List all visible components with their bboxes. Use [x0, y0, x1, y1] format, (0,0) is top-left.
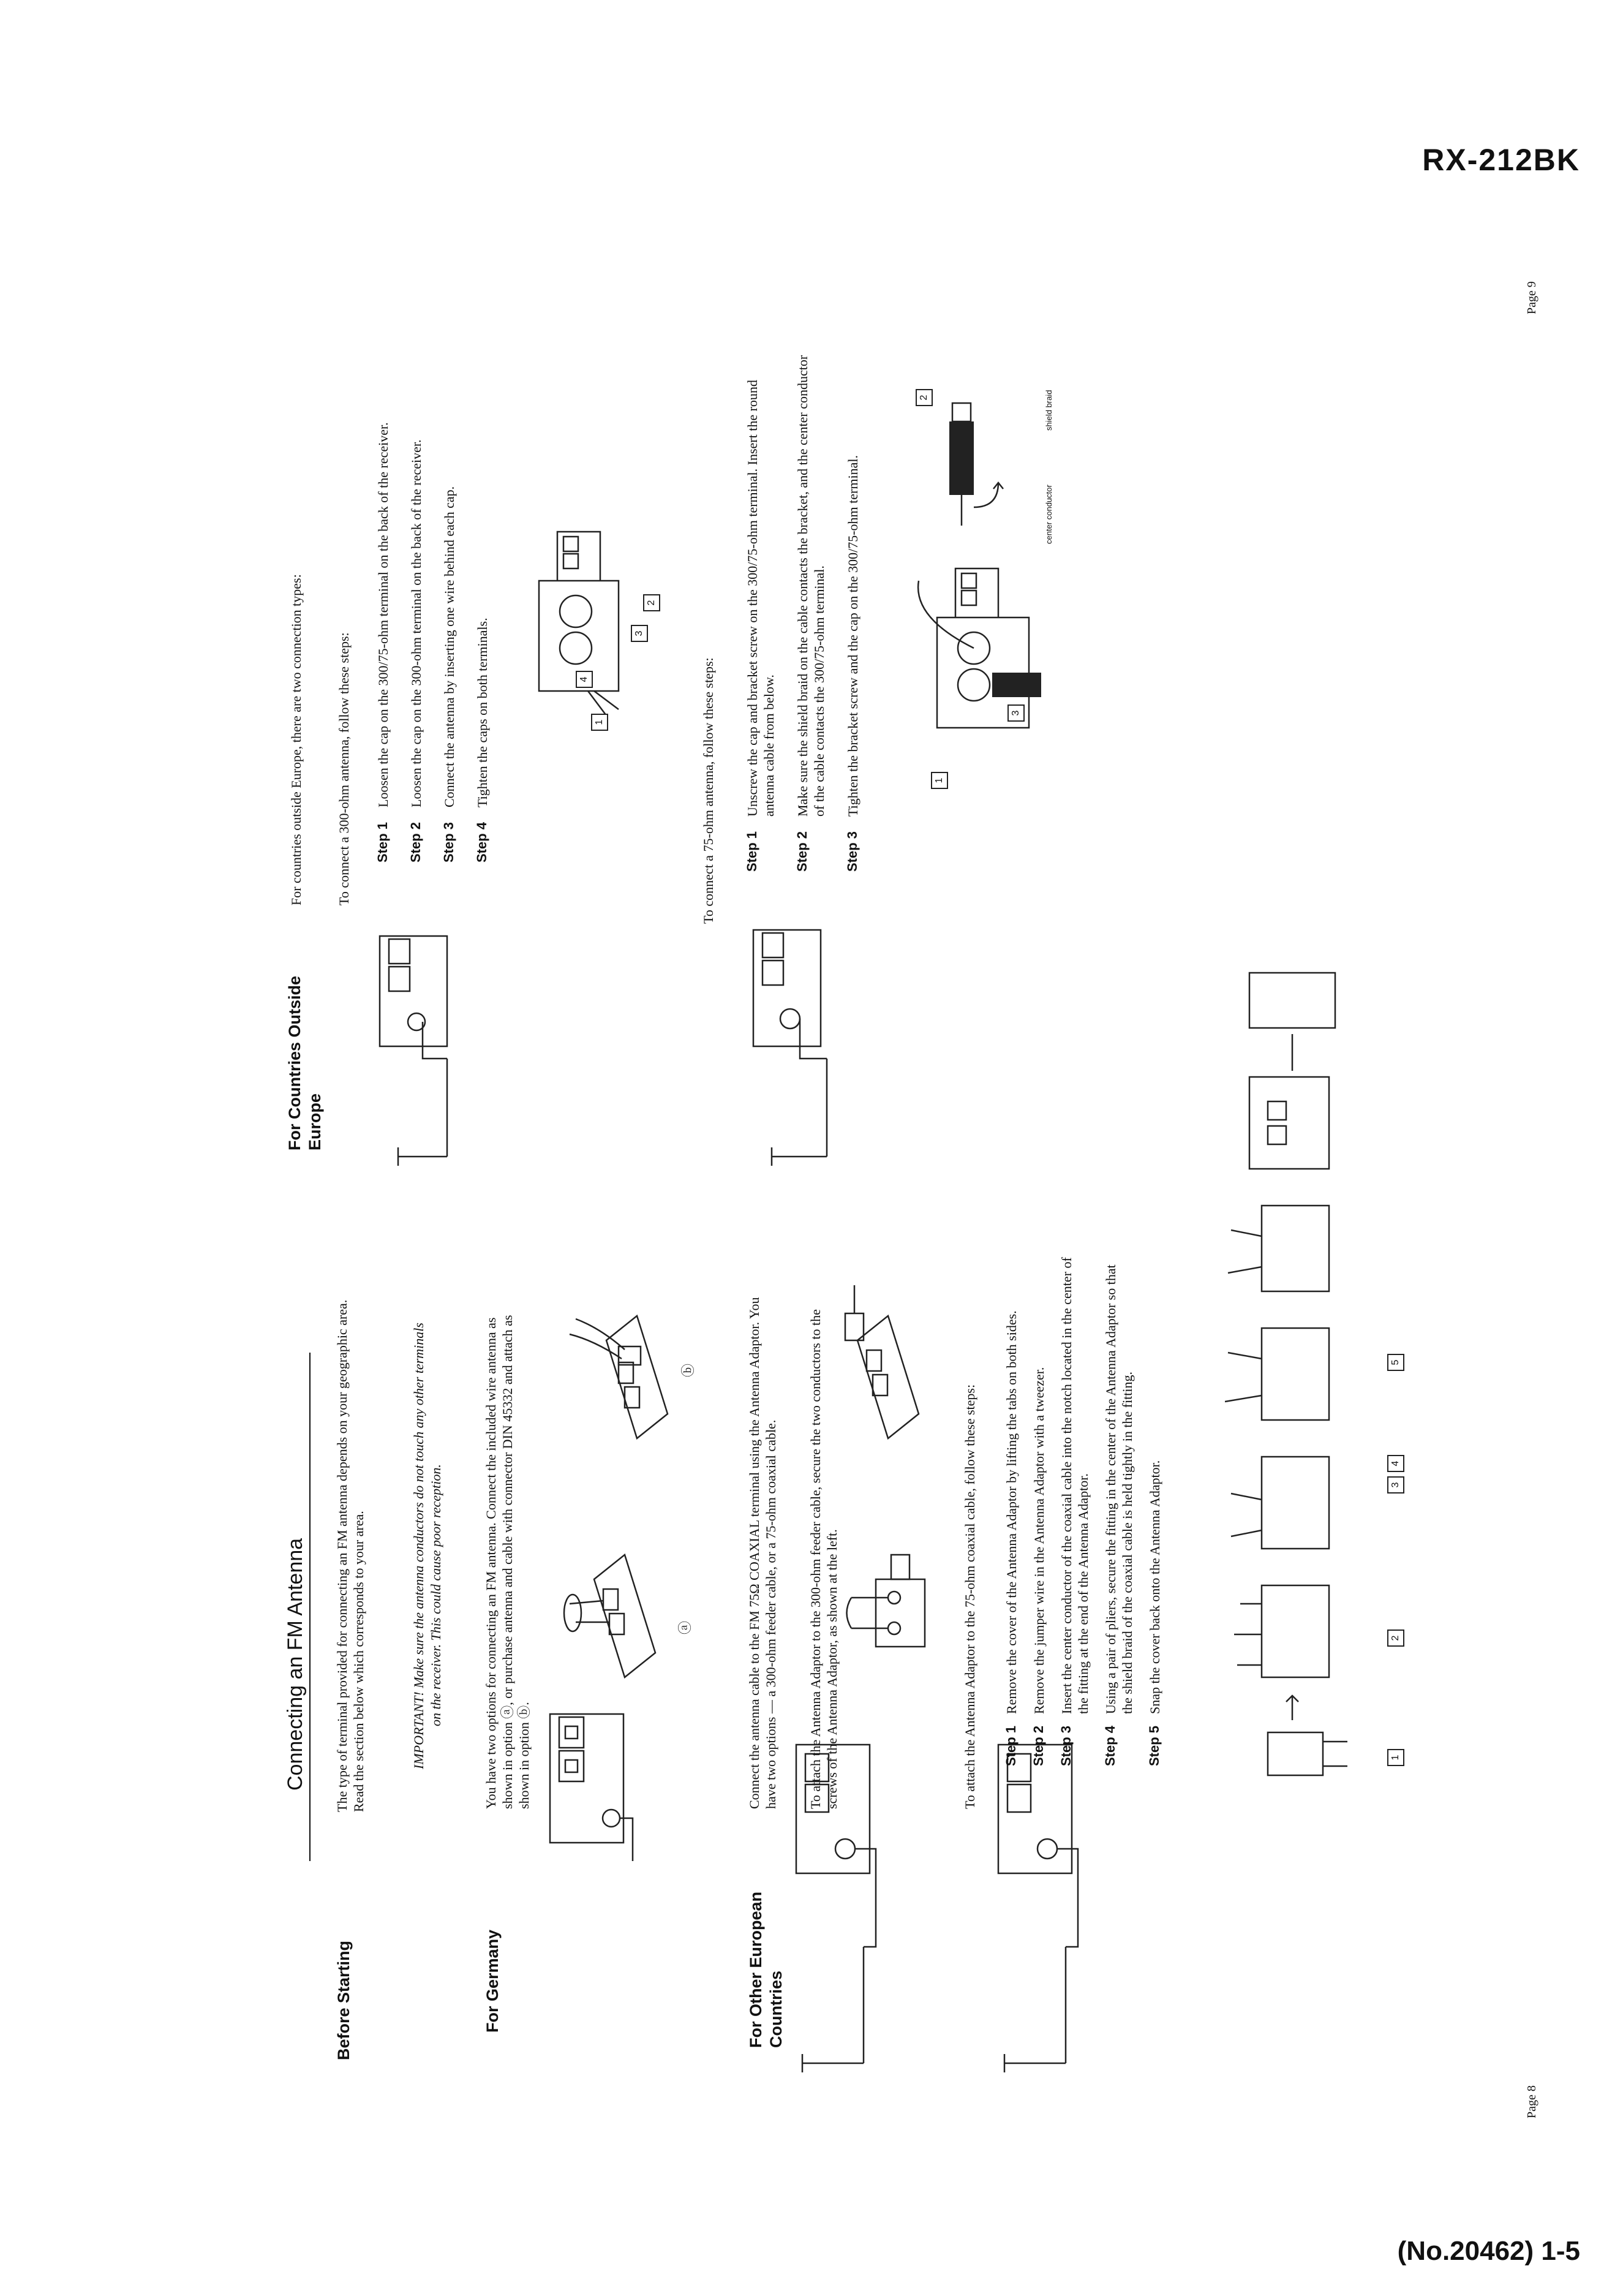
- germany-option-b-label: ⓑ: [680, 1363, 696, 1377]
- european-heading: For Other European Countries: [747, 1891, 785, 2048]
- ohm300-lead: To connect a 300-ohm antenna, follow these steps:: [336, 632, 352, 905]
- european-steps: [1003, 1031, 1163, 1766]
- ohm300-step-4: Step 4 Tighten the caps on both terminals.: [474, 617, 490, 863]
- outside-receiver-figure-2: [735, 912, 833, 1169]
- ohm300-step-1: Step 1 Loosen the cap on the 300/75-ohm terminal on the back of the receiver.: [375, 422, 391, 863]
- page-number-9: Page 9: [1525, 281, 1538, 314]
- main-heading-rule: [309, 1353, 311, 1861]
- shield-braid-label: shield braid: [1044, 390, 1053, 431]
- cable-detail-illustration: [931, 391, 1041, 532]
- before-starting-heading: Before Starting: [334, 1940, 353, 2060]
- european-text-3: To attach the Antenna Adaptor to the 75-ohm coaxial cable, follow these steps:: [962, 1384, 977, 1809]
- germany-heading: For Germany: [483, 1929, 502, 2033]
- ohm75-steps: [744, 106, 861, 872]
- ohm75-lead: To connect a 75-ohm antenna, follow these steps:: [701, 657, 716, 924]
- germany-option-b-illustration: [563, 1304, 674, 1451]
- center-conductor-label: center conductor: [1044, 485, 1053, 544]
- european-receiver-figure-1: [778, 1690, 882, 2075]
- european-step-2: Step 2 Remove the jumper wire in the Antenna Adaptor with a tweezer.: [1031, 1367, 1047, 1766]
- european-text-1: Connect the antenna cable to the FM 75Ω COAXIAL terminal using the Antenna Adaptor. You have two options — a 300-ohm feeder cable, or a 75-ohm coaxial cable.: [747, 1297, 778, 1809]
- outside-receiver-figure-1: [361, 924, 459, 1169]
- ohm300-figure-number-2: 2: [643, 594, 660, 611]
- germany-receiver-figure: [525, 1690, 636, 1873]
- adaptor-figure-number-5: 5: [1387, 1354, 1404, 1371]
- ohm75-step-3: Step 3 Tighten the bracket screw and the cap on the 300/75-ohm terminal.: [845, 455, 860, 872]
- ohm300-step-2: Step 2 Loosen the cap on the 300-ohm terminal on the back of the receiver.: [408, 439, 424, 863]
- ohm75-figure-number-3: 3: [1007, 704, 1025, 722]
- ohm300-figure-number-3: 3: [631, 625, 648, 642]
- european-step-4: Step 4 Using a pair of pliers, secure the fitting in the center of the Antenna Adaptor so that the shield braid of the coaxial cable is held tightly in the fitting.: [1102, 1264, 1135, 1766]
- main-heading: Connecting an FM Antenna: [284, 1538, 307, 1791]
- european-text-2: To attach the Antenna Adaptor to the 300-ohm feeder cable, secure the two conductors to the screws of the Antenna Adaptor, as shown at the left.: [808, 1309, 840, 1809]
- germany-option-a-illustration: [551, 1543, 661, 1690]
- ohm300-figure-number-4: 4: [576, 671, 593, 688]
- european-step-3: Step 3 Insert the center conductor of the coaxial cable into the notch located in the center of the fitting at the end of the Antenna Adaptor.: [1058, 1257, 1091, 1766]
- model-number: RX-212BK: [1422, 143, 1580, 177]
- ohm300-steps: [375, 127, 491, 863]
- ohm75-step-1: Step 1 Unscrew the cap and bracket screw on the 300/75-ohm terminal. Insert the round antenna cable from below.: [744, 380, 777, 872]
- ohm75-figure-number-2: 2: [916, 389, 933, 406]
- outside-europe-heading: For Countries Outside Europe: [285, 975, 324, 1150]
- ohm75-figure-number-1: 1: [931, 772, 948, 789]
- document-number: (No.20462) 1-5: [1397, 2236, 1580, 2266]
- ohm300-step-3: Step 3 Connect the antenna by inserting one wire behind each cap.: [441, 486, 457, 863]
- germany-text: You have two options for connecting an FM antenna. Connect the included wire antenna as shown in option ⓐ, or purchase antenna and cable with connector DIN 45332 and attach as shown in option ⓑ.: [483, 1315, 532, 1809]
- ohm75-step-2: Step 2 Make sure the shield braid on the cable contacts the bracket, and the center conductor of the cable contacts the 300/75-ohm terminal.: [794, 355, 827, 872]
- ohm300-figure-number-1: 1: [591, 714, 608, 731]
- adaptor-figure-number-3: 3: [1387, 1476, 1404, 1494]
- european-step-5: Step 5 Snap the cover back onto the Antenna Adaptor.: [1147, 1460, 1162, 1766]
- page-number-8: Page 8: [1525, 2085, 1538, 2118]
- european-antenna-connect-illustration: [815, 1279, 937, 1451]
- outside-europe-intro: For countries outside Europe, there are two connection types:: [288, 574, 304, 905]
- adaptor-figure-number-2: 2: [1387, 1629, 1404, 1647]
- adaptor-steps-illustrations: [1225, 942, 1372, 1788]
- european-step-1: Step 1 Remove the cover of the Antenna Adaptor by lifting the tabs on both sides.: [1003, 1310, 1019, 1766]
- adaptor-figure-number-1: 1: [1387, 1749, 1404, 1766]
- germany-option-a-label: ⓐ: [677, 1620, 693, 1634]
- important-note: IMPORTANT! Make sure the antenna conductors do not touch any other terminals on the receiver. This could cause poor reception.: [411, 1323, 443, 1769]
- intro-text: The type of terminal provided for connecting an FM antenna depends on your geographic area. Read the section below which corresponds to your area.: [334, 1299, 366, 1812]
- adaptor-figure-number-4: 4: [1387, 1455, 1404, 1472]
- feeder-adaptor-illustration: [839, 1543, 943, 1665]
- ohm75-terminal-illustration: [913, 544, 1047, 752]
